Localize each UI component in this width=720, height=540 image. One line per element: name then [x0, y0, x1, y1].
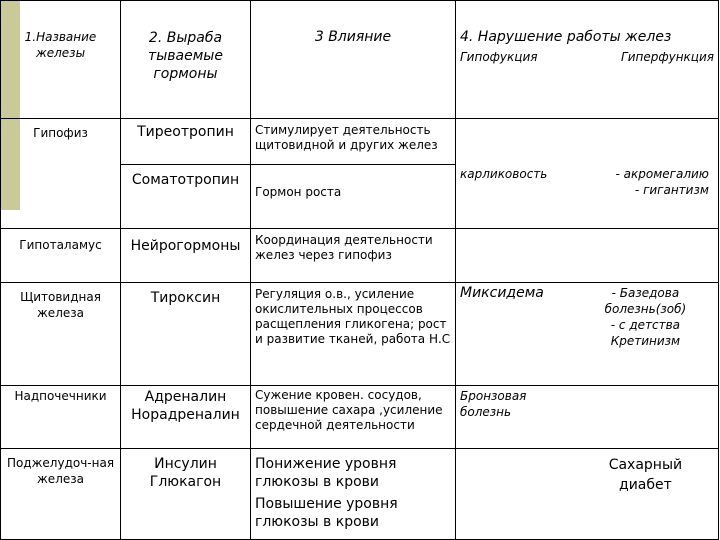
table-row — [1, 282, 719, 385]
effect-cell: Гормон роста — [251, 164, 456, 229]
gland-cell: Надпочечники — [1, 386, 121, 448]
table-row — [1, 386, 719, 448]
disorder-cell — [456, 282, 719, 385]
hormone-cell: Соматотропин — [121, 164, 251, 229]
header-gland: 1.Название железы — [1, 1, 121, 119]
hyperfunction-text: - акромегалию - гигантизм — [615, 167, 709, 197]
hormone-cell: Нейрогормоны — [121, 229, 251, 283]
header-row — [1, 1, 719, 119]
effect-cell: Координация деятельности желез через гипофиз — [251, 229, 456, 283]
header-hormones: 2. Выраба тываемые гормоны — [121, 1, 251, 119]
gland-cell: Поджелудоч-ная железа — [1, 448, 121, 540]
header-hyperfunction: Гиперфункция — [621, 50, 714, 64]
hypofunction-text: Миксидема — [460, 284, 544, 301]
disorder-cell — [456, 448, 719, 540]
effect-cell: Понижение уровня глюкозы в крови Повышение уровня глюкозы в крови — [251, 448, 456, 540]
header-hypofunction: Гипофукция — [460, 50, 538, 64]
effect-cell: Стимулирует деятельность щитовидной и других желез — [251, 119, 456, 164]
hypofunction-text: карликовость — [460, 167, 548, 181]
gland-cell: Гипоталамус — [1, 229, 121, 283]
table-row — [1, 229, 719, 283]
effect-cell: Сужение кровен. сосудов, повышение сахара ,усиление сердечной деятельности — [251, 386, 456, 448]
hyperfunction-text: - Базедова болезнь(зоб) - с детства Кретинизм — [604, 285, 687, 348]
header-effect: 3 Влияние — [251, 1, 456, 119]
gland-cell: Гипофиз — [1, 119, 121, 229]
table-row — [1, 119, 719, 164]
effect-cell: Регуляция о.в., усиление окислительных процессов расщепления гликогена; рост и развитие тканей, работа Н.С — [251, 282, 456, 385]
header-disorders: 4. Нарушение работы желез Гипофукция Гиперфункция — [456, 1, 719, 119]
disorder-cell — [456, 229, 719, 283]
disorder-cell — [456, 119, 719, 164]
table-row — [1, 448, 719, 540]
disorder-cell — [456, 164, 719, 229]
disorder-cell — [456, 386, 719, 448]
gland-cell: Щитовидная железа — [1, 282, 121, 385]
hormone-cell: Тироксин — [121, 282, 251, 385]
hypofunction-text: Бронзовая болезнь — [460, 389, 527, 420]
hormone-cell: Тиреотропин — [121, 119, 251, 164]
hyperfunction-text: Сахарный диабет — [608, 456, 683, 493]
hormone-cell: Адреналин Норадреналин — [121, 386, 251, 448]
hormone-cell: Инсулин Глюкагон — [121, 448, 251, 540]
